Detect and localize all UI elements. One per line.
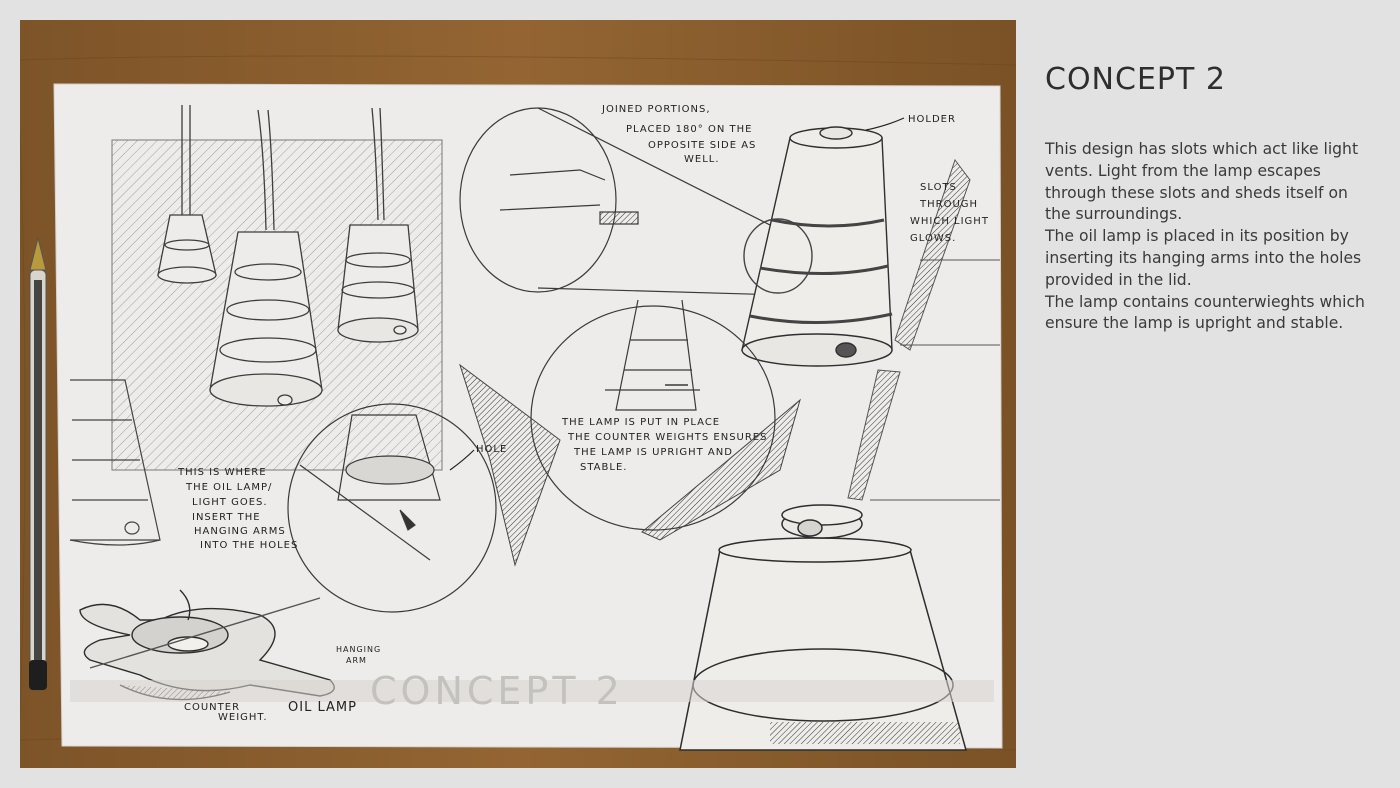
note-where: THIS IS WHERE xyxy=(178,467,267,478)
svg-text:WELL.: WELL. xyxy=(684,154,720,165)
svg-text:STABLE.: STABLE. xyxy=(580,462,628,473)
svg-text:THE COUNTER WEIGHTS ENSURES: THE COUNTER WEIGHTS ENSURES xyxy=(568,432,768,443)
svg-text:WHICH LIGHT: WHICH LIGHT xyxy=(910,216,989,227)
note-lamp-in-place: THE LAMP IS PUT IN PLACE xyxy=(562,417,721,428)
svg-text:HANGING ARMS: HANGING ARMS xyxy=(194,526,286,537)
svg-text:WEIGHT.: WEIGHT. xyxy=(218,712,268,723)
note-holder: HOLDER xyxy=(908,114,956,125)
svg-text:PLACED 180° ON THE: PLACED 180° ON THE xyxy=(626,124,753,135)
concept-sketch-photo xyxy=(20,20,1016,768)
svg-text:INTO THE HOLES: INTO THE HOLES xyxy=(200,540,299,551)
note-slots: SLOTS xyxy=(920,182,957,193)
description-paragraph-3: The lamp contains counterwieghts which ensure the lamp is upright and stable. xyxy=(1045,292,1365,333)
note-oil-lamp: OIL LAMP xyxy=(288,700,357,715)
svg-text:THROUGH: THROUGH xyxy=(920,199,979,210)
note-joined: JOINED PORTIONS, xyxy=(602,104,711,115)
svg-text:INSERT THE: INSERT THE xyxy=(192,512,261,523)
description-paragraph-2: The oil lamp is placed in its position by inserting its hanging arms into the holes provided in the lid. xyxy=(1045,227,1362,289)
svg-text:ARM: ARM xyxy=(346,656,367,665)
pen xyxy=(29,238,47,690)
slide-title: CONCEPT 2 xyxy=(1045,62,1226,97)
note-hanging-arm: HANGING xyxy=(336,645,382,654)
slide-description xyxy=(1045,139,1375,335)
svg-text:LIGHT GOES.: LIGHT GOES. xyxy=(192,497,268,508)
svg-text:THE LAMP IS UPRIGHT AND: THE LAMP IS UPRIGHT AND xyxy=(574,447,733,458)
svg-text:GLOWS.: GLOWS. xyxy=(910,233,957,244)
svg-text:OPPOSITE SIDE AS: OPPOSITE SIDE AS xyxy=(648,140,757,151)
svg-text:THE OIL LAMP/: THE OIL LAMP/ xyxy=(186,482,273,493)
note-hole: HOLE xyxy=(476,444,508,455)
sketch-concept-label: CONCEPT 2 xyxy=(370,669,624,713)
description-paragraph-1: This design has slots which act like light vents. Light from the lamp escapes through these slots and sheds itself on the surroundings. xyxy=(1045,140,1359,224)
note-counter-weight: COUNTER xyxy=(184,702,241,713)
